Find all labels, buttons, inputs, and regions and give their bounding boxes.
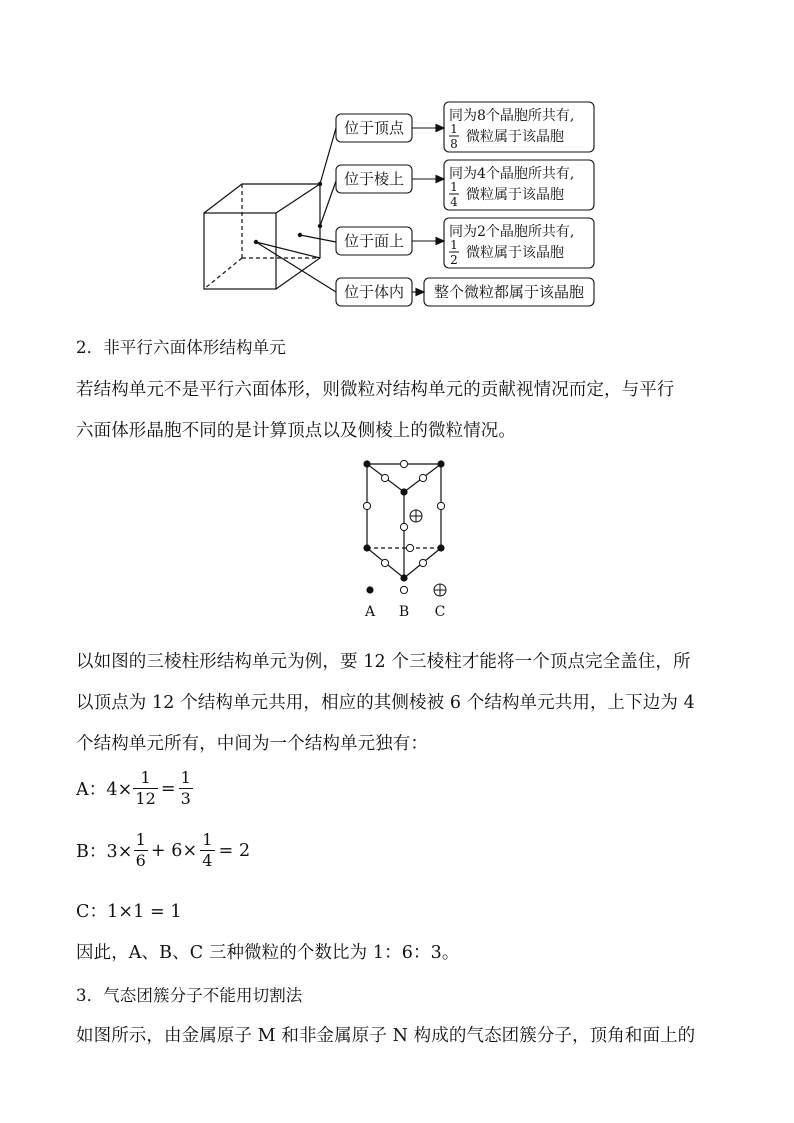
triangular-prism-diagram xyxy=(350,452,460,624)
vertex-particle xyxy=(363,544,370,551)
cube-top-face xyxy=(204,184,320,213)
vertex-particle xyxy=(437,460,444,467)
cube-hidden-edge xyxy=(204,258,242,289)
label-body: 位于体内 xyxy=(343,283,405,301)
frac-den: 4 xyxy=(450,195,458,209)
result-face-line2: 微粒属于该晶胞 xyxy=(466,245,564,261)
cube-front-face xyxy=(204,213,276,289)
edge-particle xyxy=(381,474,388,481)
vertex-particle xyxy=(400,574,407,581)
body-diagonal xyxy=(256,242,320,258)
unit-cell-position-diagram xyxy=(196,96,606,316)
result-vertex-line1: 同为8个晶胞所共有, xyxy=(449,108,575,124)
leader-line xyxy=(300,235,336,242)
edge-dot xyxy=(318,224,322,228)
cube-right-face xyxy=(276,184,320,289)
fraction: $\frac{1}{6}$ xyxy=(135,830,146,870)
arrow-icon xyxy=(436,238,444,245)
section-heading-3: 3．气态团簇分子不能用切割法 xyxy=(76,986,303,1005)
leader-line xyxy=(320,128,336,184)
edge-particle xyxy=(381,559,388,566)
arrow-icon xyxy=(436,125,444,132)
vertex-particle xyxy=(363,460,370,467)
paragraph-line: 以顶点为 12 个结构单元共用，相应的其侧棱被 6 个结构单元共用，上下边为 4 xyxy=(76,693,695,713)
label-edge: 位于棱上 xyxy=(343,170,405,188)
label-vertex: 位于顶点 xyxy=(343,119,405,137)
result-vertex-line2: 微粒属于该晶胞 xyxy=(466,129,564,145)
arrow-icon xyxy=(436,176,444,183)
calc-prefix: A：4× xyxy=(76,780,133,800)
edge-particle xyxy=(437,502,444,509)
equals-sign: = xyxy=(160,778,176,799)
paragraph-line: 若结构单元不是平行六面体形，则微粒对结构单元的贡献视情况而定，与平行 xyxy=(76,380,675,400)
calc-c: C：1×1 = 1 xyxy=(76,902,182,922)
frac-num: 1 xyxy=(450,238,458,252)
edge-particle xyxy=(406,544,413,551)
conclusion: 因此，A、B、C 三种微粒的个数比为 1：6：3。 xyxy=(76,943,460,963)
calc-b xyxy=(76,832,250,869)
legend-a-icon xyxy=(366,586,373,593)
legend-label: C xyxy=(434,604,446,620)
edge-particle xyxy=(400,523,407,530)
leader-line xyxy=(256,242,336,292)
leader-line xyxy=(320,181,336,226)
paragraph-line: 六面体形晶胞不同的是计算顶点以及侧棱上的微粒情况。 xyxy=(76,421,516,441)
vertex-dot xyxy=(318,182,322,186)
calc-mid: + 6× xyxy=(150,840,198,861)
calc-result: = 2 xyxy=(218,840,251,861)
legend-label: B xyxy=(398,604,410,620)
body-dot xyxy=(254,240,258,244)
face-dot xyxy=(298,233,302,237)
result-face-line1: 同为2个晶胞所共有, xyxy=(449,224,575,240)
result-edge-line1: 同为4个晶胞所共有, xyxy=(449,166,575,182)
fraction: $\frac{1}{12}$ xyxy=(135,768,156,808)
edge-particle xyxy=(363,502,370,509)
frac-den: 8 xyxy=(450,137,458,151)
section-heading-2: 2．非平行六面体形结构单元 xyxy=(76,338,286,357)
frac-num: 1 xyxy=(450,180,458,194)
fraction: $\frac{1}{4}$ xyxy=(202,830,213,870)
edge-particle xyxy=(419,559,426,566)
frac-den: 2 xyxy=(450,253,458,267)
legend-label: A xyxy=(364,604,376,620)
prism-top-face xyxy=(367,464,441,492)
legend-c-icon xyxy=(434,584,446,596)
edge-particle xyxy=(419,474,426,481)
result-body: 整个微粒都属于该晶胞 xyxy=(433,283,585,301)
legend-b-icon xyxy=(400,586,407,593)
paragraph-line: 以如图的三棱柱形结构单元为例，要 12 个三棱柱才能将一个顶点完全盖住，所 xyxy=(76,652,691,672)
result-edge-line2: 微粒属于该晶胞 xyxy=(466,187,564,203)
fraction: $\frac{1}{3}$ xyxy=(180,768,191,808)
paragraph-line: 如图所示，由金属原子 M 和非金属原子 N 构成的气态团簇分子，顶角和面上的 xyxy=(76,1026,696,1046)
arrow-icon xyxy=(416,289,424,296)
frac-num: 1 xyxy=(450,122,458,136)
label-face: 位于面上 xyxy=(343,232,405,250)
paragraph-line: 个结构单元所有，中间为一个结构单元独有： xyxy=(76,734,428,754)
vertex-particle xyxy=(400,488,407,495)
calc-a xyxy=(76,770,194,807)
vertex-particle xyxy=(437,544,444,551)
edge-particle xyxy=(400,460,407,467)
calc-prefix: B：3× xyxy=(76,842,133,862)
